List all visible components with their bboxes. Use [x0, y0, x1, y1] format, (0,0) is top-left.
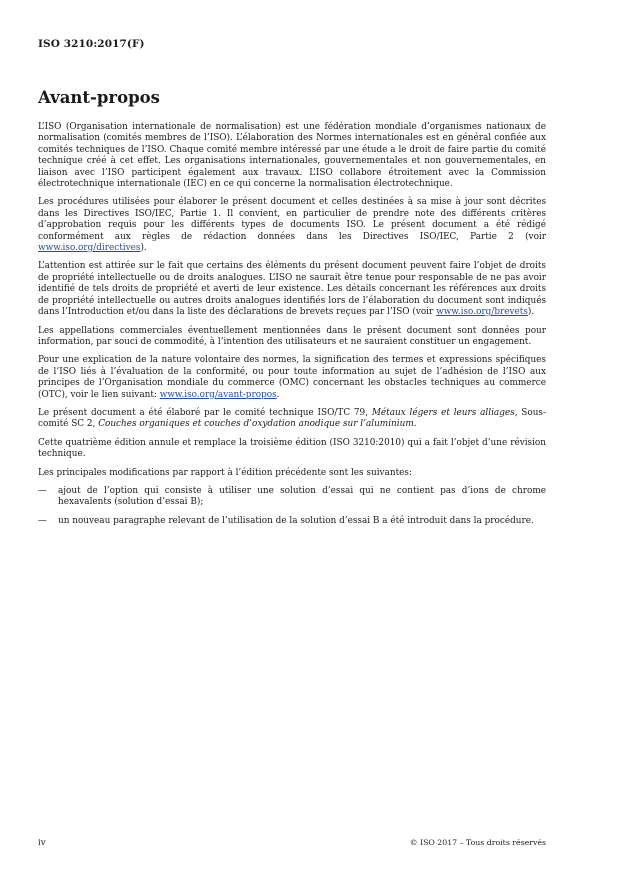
- paragraph-procedures: Les procédures utilisées pour élaborer le présent document et celles destinées à sa mise à jour sont décrites dans les Directives ISO/IEC, Partie 1. Il convient, en particulier de prendre note des différents critères d’approbation requis pour les différents types de documents ISO. Le présent document a été rédigé conformément aux règles de rédaction données dans les Directives ISO/IEC, Partie 2 (voir www.iso.org/directives).: [38, 197, 546, 254]
- dash-bullet: —: [38, 515, 47, 526]
- section-title: Avant-propos: [38, 88, 160, 107]
- paragraph-patents: L’attention est attirée sur le fait que certains des éléments du présent document peuvent faire l’objet de droits de propriété intellectuelle ou de droits analogues. L’ISO ne saurait être tenue pour responsable de ne pas avoir identifié de tels droits de propriété et averti de leur existence. Les détails concernant les références aux droits de propriété intellectuelle ou autres droits analogues identifiés lors de l’élaboration du document sont indiqués dans l’Introduction et/ou dans la liste des déclarations de brevets reçues par l’ISO (voir www.iso.org/brevets).: [38, 261, 546, 318]
- document-id-header: ISO 3210:2017(F): [38, 38, 145, 50]
- paragraph-edition: Cette quatrième édition annule et remplace la troisième édition (ISO 3210:2010) qui a fait l’objet d’une révision technique.: [38, 437, 546, 460]
- list-item-text: ajout de l’option qui consiste à utiliser une solution d’essai qui ne contient pas d’ions de chrome hexavalents (solution d’essai B);: [58, 485, 546, 508]
- patents-link[interactable]: www.iso.org/brevets: [436, 307, 528, 318]
- paragraph-changes-intro: Les principales modifications par rapport à l’édition précédente sont les suivantes:: [38, 467, 412, 478]
- dash-bullet: —: [38, 485, 47, 496]
- paragraph-trade-names: Les appellations commerciales éventuellement mentionnées dans le présent document sont données pour information, par souci de commodité, à l’intention des utilisateurs et ne sauraient constituer un engagement.: [38, 325, 546, 347]
- subcommittee-title: Couches organiques et couches d’oxydation anodique sur l’aluminium: [98, 419, 414, 430]
- foreword-body: [38, 122, 546, 534]
- directives-link[interactable]: www.iso.org/directives: [38, 243, 141, 254]
- committee-title: Métaux légers et leurs alliages: [371, 407, 515, 418]
- copyright-notice: © ISO 2017 – Tous droits réservés: [409, 838, 546, 847]
- paragraph-iso-intro: L’ISO (Organisation internationale de normalisation) est une fédération mondiale d’organismes nationaux de normalisation (comités membres de l’ISO). L’élaboration des Normes internationales est en général confiée aux comités techniques de l’ISO. Chaque comité membre intéressé par une étude a le droit de faire partie du comité technique créé à cet effet. Les organisations internationales, gouvernementales et non gouvernementales, en liaison avec l’ISO participent également aux travaux. L’ISO collabore étroitement avec la Commission électrotechnique internationale (IEC) en ce qui concerne la normalisation électrotechnique.: [38, 122, 546, 190]
- list-item-text: un nouveau paragraphe relevant de l’utilisation de la solution d’essai B a été introduit dans la procédure.: [58, 515, 534, 526]
- paragraph-committee: Le présent document a été élaboré par le comité technique ISO/TC 79, Métaux légers et leurs alliages, Sous-comité SC 2, Couches organiques et couches d’oxydation anodique sur l’aluminium.: [38, 407, 546, 430]
- paragraph-voluntary-nature: Pour une explication de la nature volontaire des normes, la signification des termes et expressions spécifiques de l’ISO liés à l’évaluation de la conformité, ou pour toute information au sujet de l’adhésion de l’ISO aux principes de l’Organisation mondiale du commerce (OMC) concernant les obstacles techniques au commerce (OTC), voir le lien suivant: www.iso.org/avant-propos.: [38, 355, 546, 400]
- page-number: iv: [38, 838, 46, 848]
- foreword-link[interactable]: www.iso.org/avant-propos: [159, 389, 277, 400]
- list-item: [38, 486, 546, 509]
- list-item: [38, 516, 546, 527]
